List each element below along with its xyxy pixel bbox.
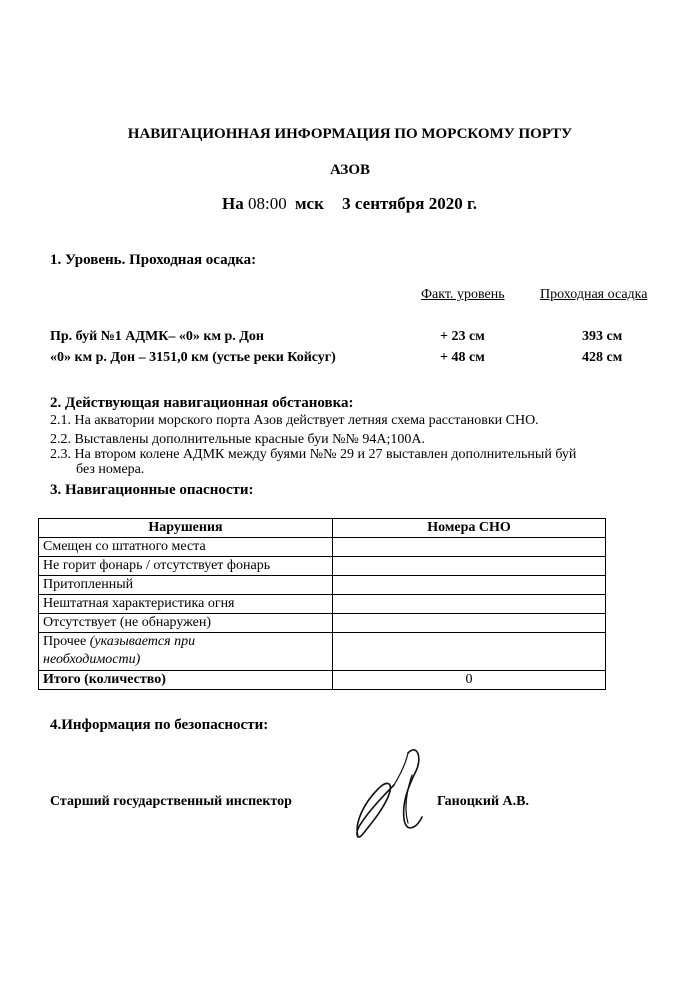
violation-label: Отсутствует (не обнаружен) bbox=[39, 614, 333, 633]
violation-value-other bbox=[333, 633, 606, 671]
violation-label: Смещен со штатного места bbox=[39, 538, 333, 557]
col-fact-level: Факт. уровень bbox=[421, 287, 505, 302]
segment-1-draft: 393 см bbox=[582, 329, 623, 344]
table-row bbox=[39, 557, 606, 576]
section2-heading: 2. Действующая навигационная обстановка: bbox=[50, 395, 354, 411]
segment-1-name: Пр. буй №1 АДМК– «0» км р. Дон bbox=[50, 329, 264, 344]
table-row bbox=[39, 595, 606, 614]
report-time: 08:00 bbox=[247, 194, 287, 213]
nav-item-2-2 bbox=[50, 432, 425, 448]
violation-value bbox=[333, 557, 606, 576]
violation-value bbox=[333, 538, 606, 557]
section4-heading: 4.Информация по безопасности: bbox=[50, 717, 269, 733]
col-pass-draft: Проходная осадка bbox=[540, 287, 648, 302]
nav-item-2-3-continuation: без номера. bbox=[76, 462, 145, 477]
signatory-name: Ганоцкий А.В. bbox=[437, 794, 529, 809]
segment-2-draft: 428 см bbox=[582, 350, 623, 365]
segment-2-level: + 48 см bbox=[440, 350, 485, 365]
segment-2-name: «0» км р. Дон – 3151,0 км (устье реки Койсуг) bbox=[50, 350, 336, 365]
report-date: 3 сентября 2020 г. bbox=[342, 194, 478, 213]
violation-value bbox=[333, 576, 606, 595]
report-tz: мск bbox=[294, 194, 324, 213]
nav-item-2-3 bbox=[50, 447, 576, 463]
segment-1-level: + 23 см bbox=[440, 329, 485, 344]
nav-item-num: 2.3. bbox=[50, 447, 71, 462]
nav-item-2-1 bbox=[50, 413, 539, 429]
other-label: Прочее bbox=[43, 634, 90, 649]
nav-item-text: На акватории морского порта Азов действует летняя схема расстановки СНО. bbox=[74, 413, 539, 428]
table-header-row bbox=[39, 519, 606, 538]
hazards-table bbox=[38, 518, 606, 690]
section1-heading: 1. Уровень. Проходная осадка: bbox=[50, 252, 257, 268]
other-note-1: (указывается при bbox=[89, 634, 196, 649]
nav-item-num: 2.2. bbox=[50, 432, 71, 447]
col-sno-numbers: Номера СНО bbox=[333, 519, 606, 538]
col-violations: Нарушения bbox=[39, 519, 333, 538]
violation-label: Притопленный bbox=[39, 576, 333, 595]
total-label: Итого (количество) bbox=[39, 671, 333, 690]
table-row bbox=[39, 614, 606, 633]
violation-label: Не горит фонарь / отсутствует фонарь bbox=[39, 557, 333, 576]
date-prefix: На bbox=[222, 194, 244, 213]
nav-item-text: Выставлены дополнительные красные буи №№ 94А;100А. bbox=[74, 432, 425, 447]
table-row bbox=[39, 538, 606, 557]
nav-item-text: На втором колене АДМК между буями №№ 29 и 27 выставлен дополнительный буй bbox=[74, 447, 577, 462]
document-title: НАВИГАЦИОННАЯ ИНФОРМАЦИЯ ПО МОРСКОМУ ПОРТУ bbox=[127, 126, 573, 142]
table-row-total bbox=[39, 671, 606, 690]
violation-label-other bbox=[39, 633, 333, 671]
total-value: 0 bbox=[333, 671, 606, 690]
other-note-2: необходимости) bbox=[43, 652, 141, 667]
section3-heading: 3. Навигационные опасности: bbox=[50, 482, 254, 498]
report-datetime bbox=[222, 194, 477, 214]
nav-item-num: 2.1. bbox=[50, 413, 71, 428]
violation-label: Нештатная характеристика огня bbox=[39, 595, 333, 614]
table-row-other bbox=[39, 633, 606, 671]
violation-value bbox=[333, 595, 606, 614]
table-row bbox=[39, 576, 606, 595]
violation-value bbox=[333, 614, 606, 633]
handwritten-signature bbox=[350, 745, 430, 840]
port-name: АЗОВ bbox=[329, 162, 371, 178]
signatory-position: Старший государственный инспектор bbox=[50, 794, 292, 809]
